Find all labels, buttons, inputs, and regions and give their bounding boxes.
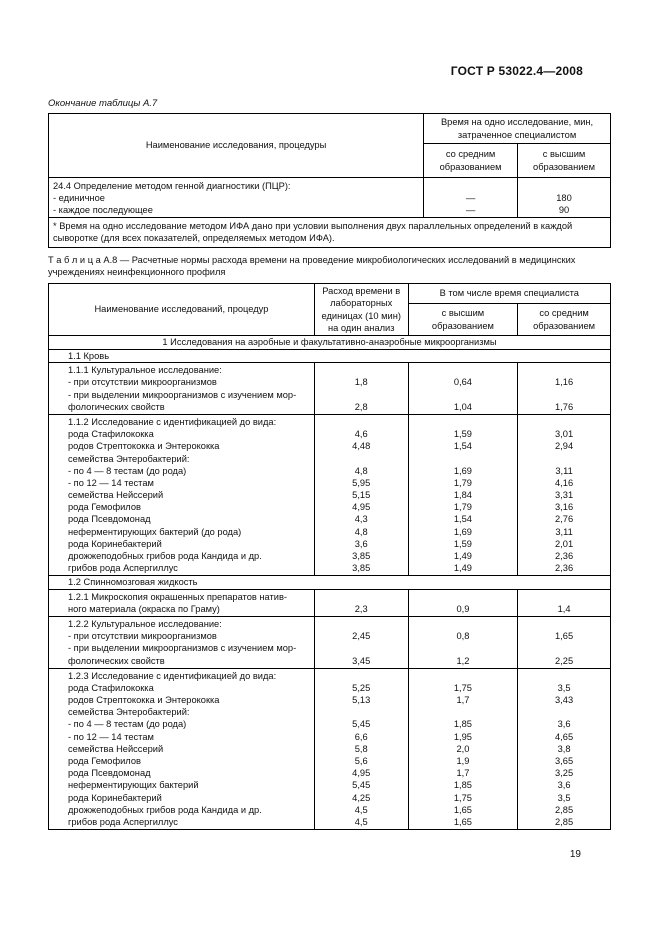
a8-high-value: 1,95 <box>453 731 472 742</box>
a8-row-name: - при отсутствии микроорганизмов <box>68 631 217 642</box>
a8-row-name: - при выделении микроорганизмов с изучением мор- <box>68 643 297 654</box>
a8-high-value <box>413 416 514 428</box>
a8-lines-cell <box>49 414 315 575</box>
a8-row-name: - по 12 — 14 тестам <box>68 731 154 742</box>
a8-high-value: 1,49 <box>453 563 472 574</box>
a8-units-cell <box>314 363 408 415</box>
a8-section-1: 1 Исследования на аэробные и факультативно-анаэробные микроорганизмы <box>49 336 611 350</box>
a8-mid-cell <box>518 668 611 829</box>
a8-high-value: 1,85 <box>453 780 472 791</box>
a7-row-group <box>49 178 424 218</box>
a8-row-name: семейства Энтеробактерий: <box>68 453 190 464</box>
a8-high-cell <box>408 414 518 575</box>
a8-mid-value: 2,36 <box>555 551 574 562</box>
a8-high-value <box>413 453 514 465</box>
a8-row-name: - при отсутствии микроорганизмов <box>68 377 217 388</box>
a7-high-values <box>518 178 611 218</box>
a8-high-value: 2,0 <box>456 743 470 754</box>
a8-units-value: 5,6 <box>354 756 368 767</box>
a8-units-value: 1,8 <box>354 377 368 388</box>
a8-units-value <box>319 670 404 682</box>
a8-mid-value: 4,65 <box>555 731 574 742</box>
a8-mid-value: 3,16 <box>555 502 574 513</box>
a8-group-1-2-1 <box>49 589 611 616</box>
a8-high-value: 1,49 <box>453 551 472 562</box>
a8-high-value: 1,04 <box>453 401 472 412</box>
a8-row-name: рода Стафилококка <box>68 682 154 693</box>
a8-row-name: фологических свойств <box>68 655 165 666</box>
a7-col-time: Время на одно исследование, мин, затраченное специалистом <box>424 114 611 144</box>
a8-row-name: дрожжеподобных грибов рода Кандида и др. <box>68 551 262 562</box>
a8-high-value: 1,9 <box>456 756 470 767</box>
a8-mid-value: 2,85 <box>555 804 574 815</box>
a8-high-value: 1,69 <box>453 526 472 537</box>
a8-group-1-1-1 <box>49 363 611 415</box>
a8-mid-value: 3,31 <box>555 490 574 501</box>
a8-row-name: 1.2.2 Культуральное исследование: <box>68 618 222 629</box>
a8-units-value <box>319 618 404 630</box>
a8-lines-cell <box>49 616 315 668</box>
a8-row-name: родов Стрептококка и Энтерококка <box>68 695 220 706</box>
a8-mid-value: 3,5 <box>557 792 571 803</box>
a7-col-mid: со средним образованием <box>424 144 518 178</box>
a8-units-value: 4,95 <box>352 768 371 779</box>
a8-subsection-csf: 1.2 Спинномозговая жидкость <box>49 576 611 589</box>
a8-units-value: 2,8 <box>354 401 368 412</box>
a8-units-value <box>319 642 404 654</box>
a8-units-value: 4,25 <box>352 792 371 803</box>
a8-high-value: 1,75 <box>453 682 472 693</box>
a8-high-value: 1,75 <box>453 792 472 803</box>
a8-units-value: 4,8 <box>354 526 368 537</box>
a8-units-value: 5,45 <box>352 719 371 730</box>
a8-mid-value: 3,6 <box>557 780 571 791</box>
a8-units-value <box>319 364 404 376</box>
a8-mid-value <box>522 670 606 682</box>
a8-mid-value: 2,85 <box>555 816 574 827</box>
a8-units-cell <box>314 668 408 829</box>
a8-units-value: 4,48 <box>352 441 371 452</box>
a8-row-name: - при выделении микроорганизмов с изучением мор- <box>68 389 297 400</box>
a8-high-value: 1,69 <box>453 465 472 476</box>
a8-units-value: 3,85 <box>352 551 371 562</box>
a8-group-1-1-2 <box>49 414 611 575</box>
a8-row-name: - по 4 — 8 тестам (до рода) <box>68 465 187 476</box>
a8-mid-value: 2,25 <box>555 655 574 666</box>
a8-lines-cell <box>49 363 315 415</box>
a8-units-cell <box>314 589 408 616</box>
a7-mid-values <box>424 178 518 218</box>
a8-mid-value: 2,94 <box>555 441 574 452</box>
a8-high-value: 1,54 <box>453 514 472 525</box>
a8-high-value: 1,85 <box>453 719 472 730</box>
a8-mid-cell <box>518 414 611 575</box>
a8-high-value: 1,79 <box>453 502 472 513</box>
a7-col-name: Наименование исследования, процедуры <box>49 114 424 178</box>
a8-mid-value: 3,5 <box>557 682 571 693</box>
a8-mid-value <box>522 618 606 630</box>
a8-mid-value: 3,65 <box>555 756 574 767</box>
a8-col-name: Наименование исследований, процедур <box>49 284 315 336</box>
a8-mid-value: 1,16 <box>555 377 574 388</box>
a8-row-name: рода Гемофилов <box>68 756 141 767</box>
a8-units-value: 5,15 <box>352 490 371 501</box>
a8-mid-value: 2,01 <box>555 538 574 549</box>
a7-row-title: 24.4 Определение методом генной диагностики (ПЦР): <box>53 181 291 191</box>
a8-lines-cell <box>49 589 315 616</box>
a8-row-name: неферментирующих бактерий (до рода) <box>68 526 242 537</box>
a8-row-name: - по 4 — 8 тестам (до рода) <box>68 719 187 730</box>
a8-units-value <box>319 706 404 718</box>
table-a7 <box>48 113 611 248</box>
a8-row-name: 1.1.1 Культуральное исследование: <box>68 365 222 376</box>
table-a8 <box>48 283 611 830</box>
a8-units-value <box>319 591 404 603</box>
a8-row-name: дрожжеподобных грибов рода Кандида и др. <box>68 804 262 815</box>
a8-mid-value <box>522 453 606 465</box>
a7-row-name: - единичное <box>53 193 105 204</box>
a8-mid-value: 3,8 <box>557 743 571 754</box>
a8-high-value <box>413 364 514 376</box>
a8-row-name: 1.2.3 Исследование с идентификацией до вида: <box>68 670 277 681</box>
a8-high-value <box>413 670 514 682</box>
a8-high-cell <box>408 616 518 668</box>
standard-number: ГОСТ Р 53022.4—2008 <box>450 64 583 78</box>
a8-units-value: 2,3 <box>354 603 368 614</box>
a8-high-value <box>413 618 514 630</box>
a8-group-1-2-3 <box>49 668 611 829</box>
a8-units-value <box>319 453 404 465</box>
a8-units-value: 3,6 <box>354 538 368 549</box>
a8-mid-value: 1,76 <box>555 401 574 412</box>
a8-high-value: 1,65 <box>453 804 472 815</box>
a8-row-name: семейства Нейссерий <box>68 490 164 501</box>
a8-mid-value: 1,65 <box>555 631 574 642</box>
a8-units-value: 4,3 <box>354 514 368 525</box>
a8-high-value: 0,8 <box>456 631 470 642</box>
a8-mid-value: 2,76 <box>555 514 574 525</box>
a8-high-value <box>413 642 514 654</box>
a8-mid-cell <box>518 589 611 616</box>
a8-units-value: 3,45 <box>352 655 371 666</box>
a8-mid-value: 4,16 <box>555 477 574 488</box>
a8-mid-value: 3,43 <box>555 695 574 706</box>
a8-mid-value <box>522 389 606 401</box>
a8-high-cell <box>408 589 518 616</box>
a8-row-name: рода Псевдомонад <box>68 768 151 779</box>
a8-col-high: с высшим образованием <box>408 304 518 336</box>
a8-units-value: 3,85 <box>352 563 371 574</box>
a8-units-cell <box>314 414 408 575</box>
a8-units-value: 4,6 <box>354 429 368 440</box>
a8-row-name: рода Коринебактерий <box>68 538 162 549</box>
a7-footnote: * Время на одно исследование методом ИФА дано при условии выполнения двух параллельных определений в каждой сыворотке (для всех показателей, определяемых методом ИФА). <box>49 217 611 247</box>
a8-row-name: грибов рода Аспергиллус <box>68 563 178 574</box>
a8-units-value: 4,95 <box>352 502 371 513</box>
a8-high-value <box>413 591 514 603</box>
a8-high-value <box>413 389 514 401</box>
a8-row-name: родов Стрептококка и Энтерококка <box>68 441 220 452</box>
a8-mid-value <box>522 416 606 428</box>
a8-high-value: 1,59 <box>453 538 472 549</box>
a8-mid-value: 3,25 <box>555 768 574 779</box>
a8-mid-value <box>522 706 606 718</box>
a8-high-value: 1,65 <box>453 816 472 827</box>
table-continuation-caption: Окончание таблицы А.7 <box>48 98 158 109</box>
a8-units-value: 4,5 <box>354 804 368 815</box>
a8-row-name: рода Стафилококка <box>68 429 154 440</box>
a8-high-value: 1,79 <box>453 477 472 488</box>
a8-mid-value: 3,01 <box>555 429 574 440</box>
a8-row-name: 1.2.1 Микроскопия окрашенных препаратов натив- <box>68 591 287 602</box>
a8-col-spec: В том числе время специалиста <box>408 284 610 304</box>
a8-high-cell <box>408 363 518 415</box>
a8-mid-value <box>522 642 606 654</box>
page-number: 19 <box>569 849 581 860</box>
a8-row-name: рода Гемофилов <box>68 502 141 513</box>
a8-row-name: семейства Нейссерий <box>68 743 164 754</box>
a8-lines-cell <box>49 668 315 829</box>
a7-col-high: с высшим образованием <box>518 144 611 178</box>
a8-units-value <box>319 416 404 428</box>
a8-units-value: 5,8 <box>354 743 368 754</box>
a8-units-value: 5,95 <box>352 477 371 488</box>
a8-mid-value: 3,11 <box>555 526 573 537</box>
a8-high-cell <box>408 668 518 829</box>
a8-mid-value: 2,36 <box>555 563 574 574</box>
a7-high-value: 180 <box>556 193 572 204</box>
a8-mid-value: 3,6 <box>557 719 571 730</box>
a8-units-value <box>319 389 404 401</box>
a8-units-value: 6,6 <box>354 731 368 742</box>
a8-group-1-2-2 <box>49 616 611 668</box>
a8-high-value: 0,9 <box>456 603 470 614</box>
a8-high-value: 1,84 <box>453 490 472 501</box>
a7-mid-value: — <box>465 193 476 204</box>
a7-mid-value: — <box>465 205 476 216</box>
a8-row-name: - по 12 — 14 тестам <box>68 477 154 488</box>
a8-row-name: рода Псевдомонад <box>68 514 151 525</box>
a8-high-value: 1,7 <box>456 768 470 779</box>
a8-mid-value <box>522 364 606 376</box>
a8-high-value: 1,54 <box>453 441 472 452</box>
a7-row-name: - каждое последующее <box>53 205 153 216</box>
a8-row-name: семейства Энтеробактерий: <box>68 707 190 718</box>
a8-col-units: Расход времени в лабораторных единицах (10 мин) на один анализ <box>314 284 408 336</box>
a8-row-name: ного материала (окраска по Граму) <box>68 603 220 614</box>
a8-mid-cell <box>518 616 611 668</box>
a8-units-value: 5,25 <box>352 682 371 693</box>
a8-high-value: 0,64 <box>453 377 472 388</box>
table-a8-title: Т а б л и ц а А.8 — Расчетные нормы расхода времени на проведение микробиологических исследований в медицинских учреждениях неинфекционного профиля <box>48 255 576 278</box>
a8-units-cell <box>314 616 408 668</box>
a8-high-value: 1,2 <box>456 655 470 666</box>
a8-row-name: неферментирующих бактерий <box>68 780 199 791</box>
a8-units-value: 4,8 <box>354 465 368 476</box>
a8-high-value: 1,7 <box>456 695 470 706</box>
a8-col-mid: со средним образованием <box>518 304 611 336</box>
a8-mid-value: 3,11 <box>555 465 573 476</box>
a8-high-value: 1,59 <box>453 429 472 440</box>
a8-row-name: фологических свойств <box>68 401 165 412</box>
a8-high-value <box>413 706 514 718</box>
a8-row-name: рода Коринебактерий <box>68 792 162 803</box>
a8-mid-value: 1,4 <box>557 603 571 614</box>
a8-row-name: 1.1.2 Исследование с идентификацией до вида: <box>68 416 277 427</box>
a8-subsection-blood: 1.1 Кровь <box>49 350 611 363</box>
a7-high-value: 90 <box>558 205 570 216</box>
a8-row-name: грибов рода Аспергиллус <box>68 816 178 827</box>
a8-units-value: 5,13 <box>352 695 371 706</box>
a8-units-value: 4,5 <box>354 816 368 827</box>
a8-units-value: 2,45 <box>352 631 371 642</box>
a8-mid-value <box>522 591 606 603</box>
a8-units-value: 5,45 <box>352 780 371 791</box>
a8-mid-cell <box>518 363 611 415</box>
